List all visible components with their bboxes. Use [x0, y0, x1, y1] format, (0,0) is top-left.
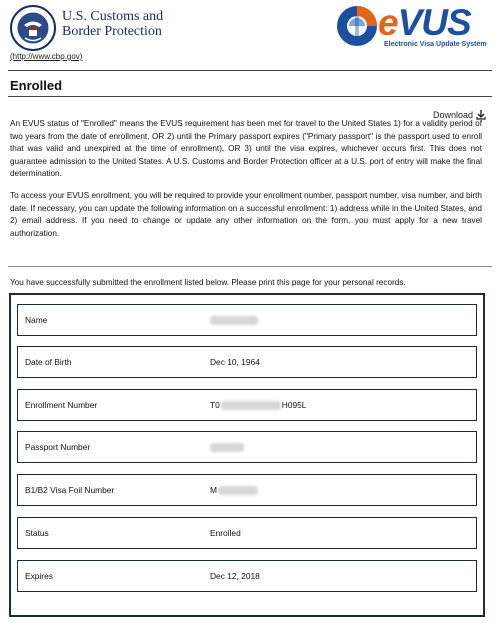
name-label: Name	[25, 315, 48, 325]
expires-value: Dec 12, 2018	[210, 571, 260, 581]
evus-wordmark-rest: VUS	[397, 2, 471, 43]
agency-name	[62, 9, 163, 39]
enrollment-number-label: Enrollment Number	[25, 400, 98, 410]
enrollment-details-panel	[9, 293, 485, 617]
name-value-redacted	[210, 315, 258, 325]
evus-wordmark	[378, 2, 471, 44]
passport-label: Passport Number	[25, 442, 91, 452]
evus-wordmark-e: e	[378, 2, 398, 43]
status-value: Enrolled	[210, 528, 241, 538]
agency-name-line2: Border Protection	[62, 24, 162, 39]
agency-name-line1: U.S. Customs and	[62, 9, 164, 24]
passport-value-redacted	[210, 442, 244, 452]
detail-row-visa	[17, 474, 477, 506]
cbp-website-link[interactable]: (http://www.cbp.gov)	[10, 52, 83, 61]
evus-logo-icon	[335, 4, 379, 48]
status-label: Status	[25, 528, 49, 538]
content-divider	[8, 266, 492, 267]
success-message: You have successfully submitted the enrollment listed below. Please print this page for your personal records.	[10, 278, 406, 287]
detail-row-name	[17, 304, 477, 336]
visa-label: B1/B2 Visa Foil Number	[25, 485, 115, 495]
access-instructions: To access your EVUS enrollment, you will be required to provide your enrollment number, passport number, visa number, and birth date. If necessary, you can update the following information on a successful enrollment: 1) address while in the United States, and 2) email address. If you need to change or update any other information on the form, you must apply for a new travel authorization.	[10, 191, 482, 238]
page-title: Enrolled	[10, 78, 63, 93]
download-label: Download	[432, 110, 473, 120]
visa-value	[210, 485, 258, 495]
visa-prefix: M	[210, 484, 217, 495]
enrollment-number-prefix: T0	[210, 399, 220, 410]
detail-row-expires	[17, 560, 477, 592]
title-divider	[8, 96, 492, 97]
enrollment-number-value	[210, 400, 306, 410]
enrollment-number-suffix: H095L	[281, 399, 307, 410]
expires-label: Expires	[25, 571, 53, 581]
header-divider	[8, 70, 492, 71]
dob-value: Dec 10, 1964	[210, 357, 260, 367]
page-header	[0, 0, 500, 70]
enrolled-explanation: An EVUS status of "Enrolled" means the EVUS requirement has been met for travel to the United States 1) for a validity period of two years from the date of enrollment, OR 2) until the Primary passport expires ("Primary passport" is the passport used to enroll that was valid and unexpired at the time of enrollment), OR 3) until the visa expires, whichever occurs first. This does not guarantee admission to the United States. A U.S. Customs and Border Protection officer at a U.S. port of entry will make the final determination.	[10, 119, 482, 179]
detail-row-status	[17, 517, 477, 549]
evus-subtitle: Electronic Visa Update System	[384, 41, 487, 48]
dob-label: Date of Birth	[25, 357, 72, 367]
dhs-seal-icon	[10, 5, 56, 51]
detail-row-dob	[17, 346, 477, 378]
detail-row-passport	[17, 431, 477, 463]
detail-row-enrollment-number	[17, 389, 477, 421]
